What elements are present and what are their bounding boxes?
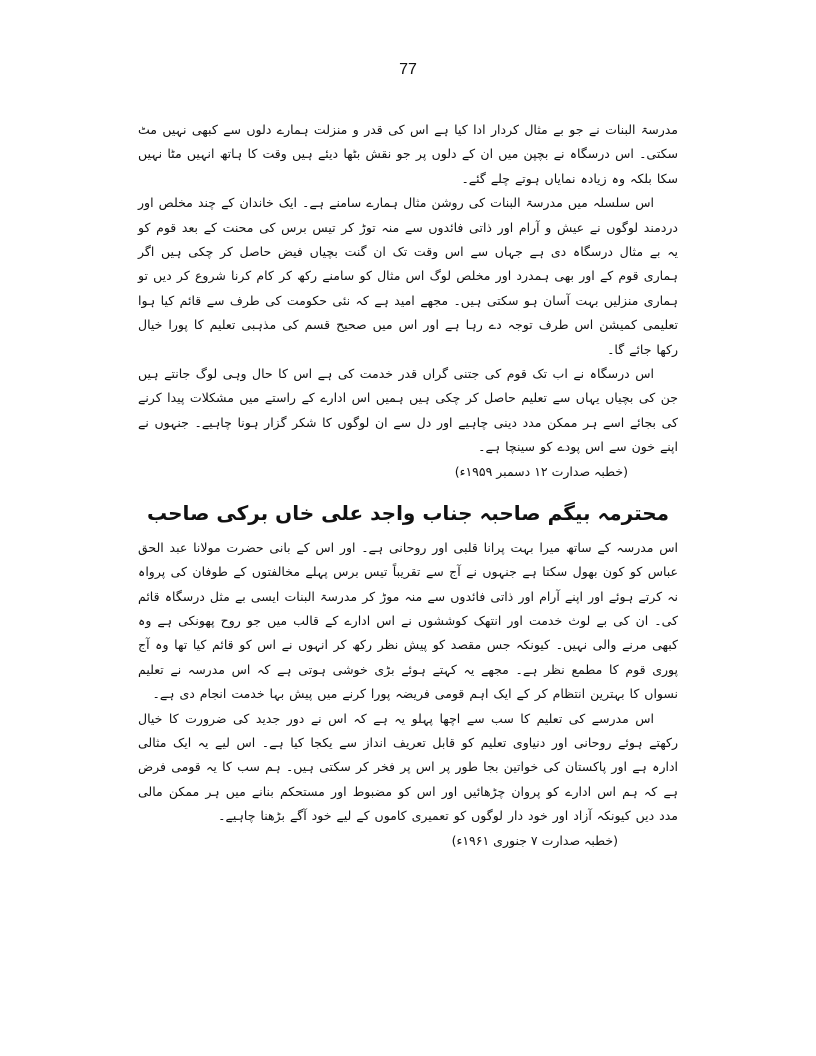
page-number: 77: [399, 61, 417, 78]
document-body: [138, 118, 678, 853]
speech-citation: (خطبہ صدارت ۷ جنوری ۱۹۶۱ء): [451, 832, 618, 848]
paragraph: مدرسۃ البنات نے جو بے مثال کردار ادا کیا ہے اس کی قدر و منزلت ہمارے دلوں سے کبھی نہیں مٹ سکتی۔ اس درسگاہ نے بچپن میں ان کے دلوں پر جو نقش بٹھا دیئے ہیں وقت کا ہاتھ انہیں مٹا نہیں سکا بلکہ وہ زیادہ نمایاں ہوتے چلے گئے۔: [138, 122, 678, 186]
paragraph: اس مدرسہ کے ساتھ میرا بہت پرانا قلبی اور روحانی ہے۔ اور اس کے بانی حضرت مولانا عبد الحق عباس کو کون بھول سکتا ہے جنہوں نے آج سے تقریباً تیس برس پہلے مخالفتوں کے طوفان کی پرواہ نہ کرتے ہوئے اور اپنے آرام اور ذاتی فائدوں سے منہ موڑ کر مدرسۃ البنات ایسی بے مثل درسگاہ قائم کی۔ ان کی بے لوث خدمت اور انتھک کوششوں نے اس ادارے کے قالب میں جو روح پھونکی ہے وہ کبھی مرنے والی نہیں۔ کیونکہ جس مقصد کو پیش نظر رکھ کر انہوں نے اس کو قائم کیا تھا وہ آج پوری قوم کا مطمع نظر ہے۔ مجھے یہ کہتے ہوئے بڑی خوشی ہوتی ہے کہ اس مدرسہ نے تعلیم نسواں کا بہترین انتظام کر کے ایک اہم قومی فریضہ پورا کرنے میں پیش بہا خدمت انجام دی ہے۔: [138, 539, 678, 702]
paragraph: اس مدرسے کی تعلیم کا سب سے اچھا پہلو یہ ہے کہ اس نے دور جدید کی ضرورت کا خیال رکھتے ہوئے روحانی اور دنیاوی تعلیم کو قابل تعریف انداز سے یکجا کیا ہے۔ اس لیے یہ ایک مثالی ادارہ ہے اور پاکستان کی خواتین بجا طور پر اس پر فخر کر سکتی ہیں۔ ہم سب کا یہ قومی فرض ہے کہ ہم اس ادارے کو پروان چڑھائیں اور اس کو مضبوط اور مستحکم بنانے میں ہر ممکن مالی مدد دیں کیونکہ آزاد اور خود دار لوگوں کو تعمیری کاموں کے لیے خود آگے بڑھنا چاہیے۔: [138, 710, 678, 824]
speech-citation: (خطبہ صدارت ۱۲ دسمبر ۱۹۵۹ء): [454, 463, 628, 479]
paragraph: اس درسگاہ نے اب تک قوم کی جتنی گراں قدر خدمت کی ہے اس کا حال وہی لوگ جانتے ہیں جن کی بچیاں یہاں سے تعلیم حاصل کر چکی ہیں ہمیں اس ادارے کے راستے میں مشکلات پیدا کرنے کی بجائے اسے ہر ممکن مدد دینی چاہیے اور دل سے ان لوگوں کا شکر گزار ہونا چاہیے۔ جنہوں نے اپنے خون سے اس پودے کو سینچا ہے۔: [138, 366, 678, 455]
paragraph: اس سلسلہ میں مدرسۃ البنات کی روشن مثال ہمارے سامنے ہے۔ ایک خاندان کے چند مخلص اور دردمند لوگوں نے عیش و آرام اور ذاتی فائدوں سے منہ توڑ کر تیس برس کی محنت کے بعد قوم کو یہ بے مثال درسگاہ دی ہے جہاں سے اس وقت تک ان گنت بچیاں فیض حاصل کر چکی ہیں اگر ہماری قوم کے اور بھی ہمدرد اور مخلص لوگ اس مثال کو سامنے رکھ کر کام کرنا شروع کر دیں تو ہماری منزلیں بہت آسان ہو سکتی ہیں۔ مجھے امید ہے کہ نئی حکومت کی طرف سے قائم کیا ہوا تعلیمی کمیشن اس طرف توجہ دے رہا ہے اور اس میں صحیح قسم کی مذہبی تعلیم کا پورا خیال رکھا جائے گا۔: [138, 195, 678, 357]
section-heading: محترمہ بیگم صاحبہ جناب واجد علی خاں برکی صاحب: [146, 500, 670, 525]
